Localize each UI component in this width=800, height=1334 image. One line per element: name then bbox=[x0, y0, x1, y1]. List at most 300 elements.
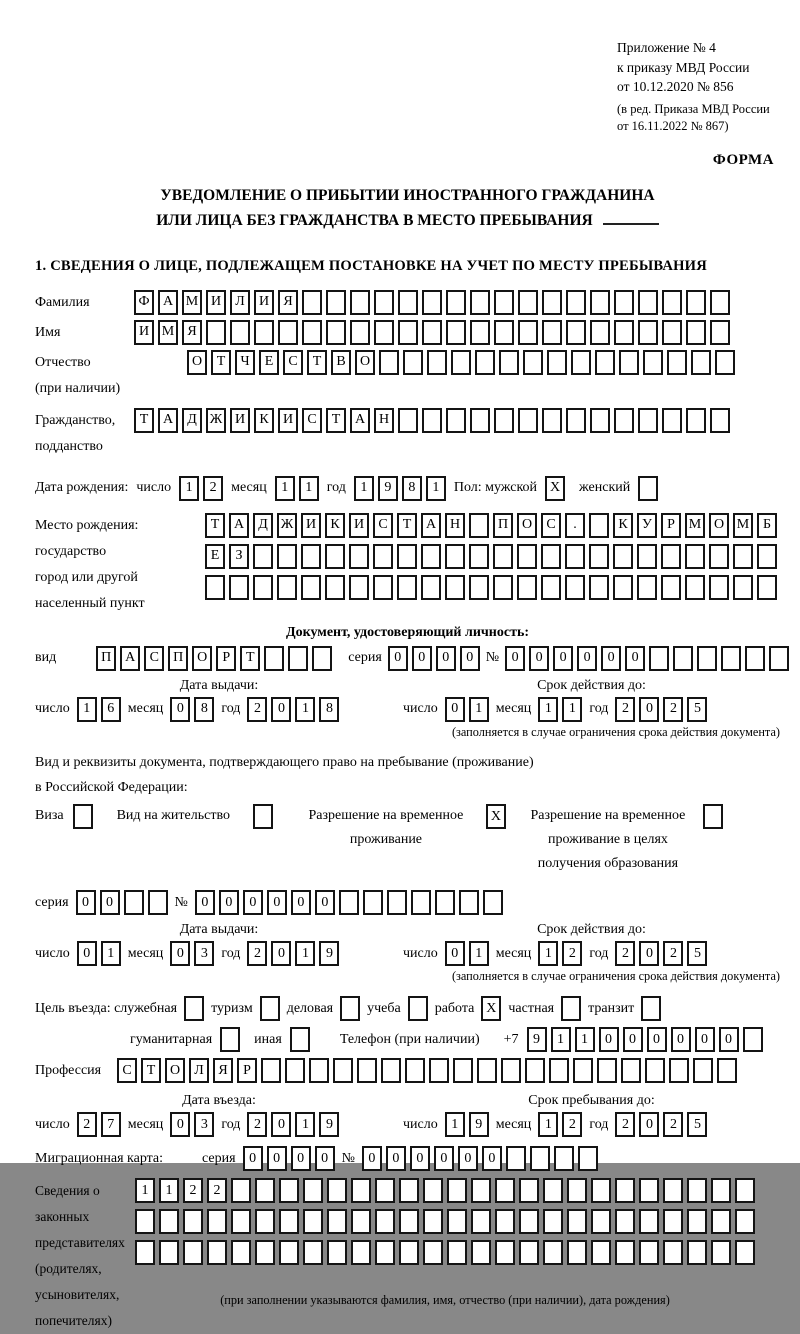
purpose-tourism-checkbox[interactable] bbox=[260, 996, 280, 1021]
char-cell[interactable]: Р bbox=[237, 1058, 257, 1083]
char-cell[interactable]: М bbox=[182, 290, 202, 315]
char-cell[interactable]: 2 bbox=[663, 941, 683, 966]
char-cell[interactable] bbox=[148, 890, 168, 915]
char-cell[interactable]: X bbox=[545, 476, 565, 501]
char-cell[interactable] bbox=[571, 350, 591, 375]
char-cell[interactable]: Я bbox=[278, 290, 298, 315]
char-cell[interactable]: Я bbox=[213, 1058, 233, 1083]
char-cell[interactable] bbox=[591, 1240, 611, 1265]
char-cell[interactable] bbox=[445, 575, 465, 600]
char-cell[interactable] bbox=[590, 290, 610, 315]
char-cell[interactable] bbox=[470, 320, 490, 345]
purpose-transit-checkbox[interactable] bbox=[641, 996, 661, 1021]
char-cell[interactable] bbox=[517, 544, 537, 569]
char-cell[interactable] bbox=[408, 996, 428, 1021]
char-cell[interactable] bbox=[686, 320, 706, 345]
char-cell[interactable]: 2 bbox=[247, 1112, 267, 1137]
char-cell[interactable] bbox=[326, 290, 346, 315]
char-cell[interactable]: И bbox=[254, 290, 274, 315]
char-cell[interactable]: 2 bbox=[247, 941, 267, 966]
char-cell[interactable]: 0 bbox=[599, 1027, 619, 1052]
char-cell[interactable] bbox=[435, 890, 455, 915]
char-cell[interactable] bbox=[255, 1240, 275, 1265]
char-cell[interactable] bbox=[422, 408, 442, 433]
char-cell[interactable] bbox=[397, 575, 417, 600]
char-cell[interactable] bbox=[183, 1240, 203, 1265]
char-cell[interactable]: А bbox=[120, 646, 140, 671]
char-cell[interactable]: Ж bbox=[206, 408, 226, 433]
char-cell[interactable]: 0 bbox=[719, 1027, 739, 1052]
char-cell[interactable] bbox=[525, 1058, 545, 1083]
char-cell[interactable] bbox=[159, 1209, 179, 1234]
char-cell[interactable] bbox=[301, 544, 321, 569]
char-cell[interactable]: 1 bbox=[299, 476, 319, 501]
char-cell[interactable]: В bbox=[331, 350, 351, 375]
char-cell[interactable]: 8 bbox=[319, 697, 339, 722]
char-cell[interactable]: 2 bbox=[615, 697, 635, 722]
char-cell[interactable] bbox=[279, 1209, 299, 1234]
char-cell[interactable] bbox=[589, 575, 609, 600]
char-cell[interactable] bbox=[470, 408, 490, 433]
char-cell[interactable] bbox=[621, 1058, 641, 1083]
char-cell[interactable] bbox=[373, 544, 393, 569]
char-cell[interactable]: 2 bbox=[615, 1112, 635, 1137]
char-cell[interactable] bbox=[231, 1209, 251, 1234]
char-cell[interactable] bbox=[711, 1209, 731, 1234]
char-cell[interactable] bbox=[686, 290, 706, 315]
char-cell[interactable] bbox=[387, 890, 407, 915]
char-cell[interactable]: 0 bbox=[482, 1146, 502, 1171]
char-cell[interactable] bbox=[325, 544, 345, 569]
char-cell[interactable] bbox=[743, 1027, 763, 1052]
char-cell[interactable]: Р bbox=[661, 513, 681, 538]
char-cell[interactable] bbox=[494, 320, 514, 345]
char-cell[interactable] bbox=[220, 1027, 240, 1052]
char-cell[interactable] bbox=[663, 1209, 683, 1234]
char-cell[interactable]: 0 bbox=[553, 646, 573, 671]
char-cell[interactable] bbox=[639, 1240, 659, 1265]
char-cell[interactable]: 1 bbox=[77, 697, 97, 722]
char-cell[interactable] bbox=[519, 1178, 539, 1203]
char-cell[interactable] bbox=[613, 575, 633, 600]
char-cell[interactable]: 1 bbox=[135, 1178, 155, 1203]
char-cell[interactable] bbox=[135, 1240, 155, 1265]
char-cell[interactable]: 0 bbox=[77, 941, 97, 966]
char-cell[interactable] bbox=[566, 290, 586, 315]
char-cell[interactable] bbox=[253, 804, 273, 829]
char-cell[interactable] bbox=[733, 575, 753, 600]
char-cell[interactable] bbox=[614, 320, 634, 345]
char-cell[interactable]: 9 bbox=[469, 1112, 489, 1137]
char-cell[interactable]: К bbox=[325, 513, 345, 538]
char-cell[interactable] bbox=[566, 320, 586, 345]
char-cell[interactable] bbox=[124, 890, 144, 915]
char-cell[interactable]: 7 bbox=[101, 1112, 121, 1137]
char-cell[interactable]: 0 bbox=[388, 646, 408, 671]
char-cell[interactable] bbox=[566, 408, 586, 433]
char-cell[interactable] bbox=[349, 544, 369, 569]
char-cell[interactable] bbox=[549, 1058, 569, 1083]
char-cell[interactable] bbox=[357, 1058, 377, 1083]
char-cell[interactable]: 0 bbox=[315, 1146, 335, 1171]
char-cell[interactable]: 0 bbox=[647, 1027, 667, 1052]
char-cell[interactable] bbox=[501, 1058, 521, 1083]
char-cell[interactable] bbox=[541, 544, 561, 569]
char-cell[interactable]: 0 bbox=[639, 941, 659, 966]
char-cell[interactable] bbox=[205, 575, 225, 600]
char-cell[interactable] bbox=[398, 290, 418, 315]
char-cell[interactable] bbox=[649, 646, 669, 671]
char-cell[interactable]: И bbox=[230, 408, 250, 433]
char-cell[interactable] bbox=[543, 1240, 563, 1265]
char-cell[interactable]: А bbox=[158, 290, 178, 315]
purpose-work-checkbox[interactable] bbox=[481, 996, 501, 1021]
char-cell[interactable] bbox=[619, 350, 639, 375]
char-cell[interactable] bbox=[427, 350, 447, 375]
char-cell[interactable]: 0 bbox=[639, 697, 659, 722]
char-cell[interactable] bbox=[615, 1209, 635, 1234]
char-cell[interactable] bbox=[735, 1240, 755, 1265]
char-cell[interactable] bbox=[673, 646, 693, 671]
char-cell[interactable]: 0 bbox=[195, 890, 215, 915]
char-cell[interactable] bbox=[517, 575, 537, 600]
char-cell[interactable]: И bbox=[301, 513, 321, 538]
char-cell[interactable]: Н bbox=[374, 408, 394, 433]
char-cell[interactable] bbox=[312, 646, 332, 671]
char-cell[interactable] bbox=[590, 408, 610, 433]
char-cell[interactable] bbox=[260, 996, 280, 1021]
char-cell[interactable] bbox=[687, 1240, 707, 1265]
char-cell[interactable] bbox=[745, 646, 765, 671]
char-cell[interactable] bbox=[686, 408, 706, 433]
char-cell[interactable]: Т bbox=[307, 350, 327, 375]
char-cell[interactable]: 8 bbox=[402, 476, 422, 501]
char-cell[interactable]: С bbox=[373, 513, 393, 538]
char-cell[interactable] bbox=[379, 350, 399, 375]
char-cell[interactable] bbox=[429, 1058, 449, 1083]
char-cell[interactable]: 0 bbox=[315, 890, 335, 915]
char-cell[interactable]: 1 bbox=[445, 1112, 465, 1137]
temp-residence-checkbox[interactable] bbox=[486, 804, 506, 829]
char-cell[interactable] bbox=[499, 350, 519, 375]
char-cell[interactable]: У bbox=[637, 513, 657, 538]
char-cell[interactable]: С bbox=[283, 350, 303, 375]
sex-male-checkbox[interactable] bbox=[545, 476, 565, 501]
char-cell[interactable] bbox=[637, 544, 657, 569]
char-cell[interactable] bbox=[638, 476, 658, 501]
char-cell[interactable] bbox=[207, 1209, 227, 1234]
residence-permit-checkbox[interactable] bbox=[253, 804, 273, 829]
char-cell[interactable] bbox=[543, 1178, 563, 1203]
char-cell[interactable] bbox=[477, 1058, 497, 1083]
char-cell[interactable]: М bbox=[158, 320, 178, 345]
char-cell[interactable] bbox=[469, 575, 489, 600]
char-cell[interactable] bbox=[399, 1178, 419, 1203]
char-cell[interactable] bbox=[422, 320, 442, 345]
char-cell[interactable] bbox=[493, 575, 513, 600]
char-cell[interactable] bbox=[494, 290, 514, 315]
char-cell[interactable]: Е bbox=[259, 350, 279, 375]
char-cell[interactable]: 0 bbox=[76, 890, 96, 915]
char-cell[interactable]: 0 bbox=[695, 1027, 715, 1052]
char-cell[interactable] bbox=[447, 1209, 467, 1234]
char-cell[interactable] bbox=[469, 544, 489, 569]
char-cell[interactable]: 0 bbox=[601, 646, 621, 671]
char-cell[interactable]: 3 bbox=[194, 1112, 214, 1137]
char-cell[interactable]: X bbox=[486, 804, 506, 829]
char-cell[interactable] bbox=[614, 290, 634, 315]
char-cell[interactable] bbox=[277, 575, 297, 600]
char-cell[interactable] bbox=[469, 513, 489, 538]
char-cell[interactable]: М bbox=[733, 513, 753, 538]
char-cell[interactable] bbox=[687, 1178, 707, 1203]
char-cell[interactable] bbox=[518, 320, 538, 345]
char-cell[interactable]: 5 bbox=[687, 697, 707, 722]
char-cell[interactable] bbox=[591, 1178, 611, 1203]
char-cell[interactable] bbox=[597, 1058, 617, 1083]
char-cell[interactable] bbox=[451, 350, 471, 375]
char-cell[interactable]: С bbox=[541, 513, 561, 538]
char-cell[interactable]: 9 bbox=[319, 1112, 339, 1137]
char-cell[interactable]: Ч bbox=[235, 350, 255, 375]
char-cell[interactable]: А bbox=[158, 408, 178, 433]
char-cell[interactable]: Ф bbox=[134, 290, 154, 315]
char-cell[interactable] bbox=[573, 1058, 593, 1083]
char-cell[interactable]: Д bbox=[182, 408, 202, 433]
char-cell[interactable] bbox=[254, 320, 274, 345]
char-cell[interactable]: 0 bbox=[577, 646, 597, 671]
char-cell[interactable]: Т bbox=[397, 513, 417, 538]
char-cell[interactable]: 8 bbox=[194, 697, 214, 722]
char-cell[interactable] bbox=[447, 1178, 467, 1203]
char-cell[interactable]: 1 bbox=[179, 476, 199, 501]
char-cell[interactable] bbox=[661, 575, 681, 600]
char-cell[interactable] bbox=[669, 1058, 689, 1083]
char-cell[interactable] bbox=[542, 290, 562, 315]
char-cell[interactable]: Д bbox=[253, 513, 273, 538]
char-cell[interactable] bbox=[327, 1240, 347, 1265]
char-cell[interactable] bbox=[374, 290, 394, 315]
char-cell[interactable] bbox=[662, 290, 682, 315]
char-cell[interactable]: 9 bbox=[378, 476, 398, 501]
char-cell[interactable] bbox=[554, 1146, 574, 1171]
char-cell[interactable] bbox=[710, 408, 730, 433]
sex-female-checkbox[interactable] bbox=[638, 476, 658, 501]
char-cell[interactable] bbox=[277, 544, 297, 569]
char-cell[interactable] bbox=[693, 1058, 713, 1083]
char-cell[interactable] bbox=[373, 575, 393, 600]
char-cell[interactable] bbox=[757, 544, 777, 569]
char-cell[interactable] bbox=[721, 646, 741, 671]
char-cell[interactable] bbox=[303, 1178, 323, 1203]
visa-checkbox[interactable] bbox=[73, 804, 93, 829]
char-cell[interactable]: Л bbox=[230, 290, 250, 315]
purpose-humanitarian-checkbox[interactable] bbox=[220, 1027, 240, 1052]
char-cell[interactable] bbox=[589, 544, 609, 569]
char-cell[interactable] bbox=[399, 1209, 419, 1234]
char-cell[interactable] bbox=[253, 575, 273, 600]
char-cell[interactable]: 1 bbox=[295, 941, 315, 966]
char-cell[interactable]: С bbox=[117, 1058, 137, 1083]
char-cell[interactable]: 1 bbox=[551, 1027, 571, 1052]
char-cell[interactable]: Т bbox=[326, 408, 346, 433]
char-cell[interactable] bbox=[685, 575, 705, 600]
char-cell[interactable]: 0 bbox=[291, 890, 311, 915]
char-cell[interactable] bbox=[422, 290, 442, 315]
char-cell[interactable] bbox=[255, 1209, 275, 1234]
char-cell[interactable] bbox=[288, 646, 308, 671]
char-cell[interactable] bbox=[301, 575, 321, 600]
char-cell[interactable]: 0 bbox=[410, 1146, 430, 1171]
char-cell[interactable]: 0 bbox=[458, 1146, 478, 1171]
char-cell[interactable]: З bbox=[229, 544, 249, 569]
char-cell[interactable] bbox=[363, 890, 383, 915]
char-cell[interactable] bbox=[530, 1146, 550, 1171]
char-cell[interactable]: Т bbox=[134, 408, 154, 433]
char-cell[interactable] bbox=[302, 290, 322, 315]
char-cell[interactable] bbox=[398, 408, 418, 433]
char-cell[interactable] bbox=[453, 1058, 473, 1083]
char-cell[interactable] bbox=[757, 575, 777, 600]
char-cell[interactable]: Т bbox=[141, 1058, 161, 1083]
char-cell[interactable] bbox=[641, 996, 661, 1021]
char-cell[interactable] bbox=[710, 290, 730, 315]
char-cell[interactable] bbox=[643, 350, 663, 375]
char-cell[interactable]: 2 bbox=[77, 1112, 97, 1137]
char-cell[interactable]: О bbox=[517, 513, 537, 538]
char-cell[interactable] bbox=[279, 1178, 299, 1203]
char-cell[interactable] bbox=[375, 1178, 395, 1203]
purpose-other-checkbox[interactable] bbox=[290, 1027, 310, 1052]
char-cell[interactable]: 1 bbox=[354, 476, 374, 501]
char-cell[interactable] bbox=[615, 1240, 635, 1265]
char-cell[interactable] bbox=[326, 320, 346, 345]
char-cell[interactable]: 1 bbox=[426, 476, 446, 501]
char-cell[interactable] bbox=[351, 1209, 371, 1234]
char-cell[interactable]: О bbox=[192, 646, 212, 671]
char-cell[interactable] bbox=[423, 1240, 443, 1265]
char-cell[interactable] bbox=[327, 1178, 347, 1203]
char-cell[interactable]: 0 bbox=[445, 697, 465, 722]
char-cell[interactable] bbox=[769, 646, 789, 671]
char-cell[interactable] bbox=[543, 1209, 563, 1234]
char-cell[interactable]: И bbox=[206, 290, 226, 315]
char-cell[interactable] bbox=[506, 1146, 526, 1171]
char-cell[interactable] bbox=[303, 1240, 323, 1265]
char-cell[interactable]: 2 bbox=[562, 1112, 582, 1137]
char-cell[interactable]: 9 bbox=[527, 1027, 547, 1052]
char-cell[interactable] bbox=[261, 1058, 281, 1083]
char-cell[interactable] bbox=[349, 575, 369, 600]
char-cell[interactable]: 5 bbox=[687, 1112, 707, 1137]
char-cell[interactable]: 0 bbox=[271, 1112, 291, 1137]
char-cell[interactable]: И bbox=[349, 513, 369, 538]
char-cell[interactable]: 0 bbox=[460, 646, 480, 671]
char-cell[interactable]: О bbox=[355, 350, 375, 375]
char-cell[interactable] bbox=[639, 1209, 659, 1234]
char-cell[interactable]: 2 bbox=[247, 697, 267, 722]
char-cell[interactable]: 2 bbox=[203, 476, 223, 501]
char-cell[interactable]: 0 bbox=[386, 1146, 406, 1171]
char-cell[interactable] bbox=[493, 544, 513, 569]
char-cell[interactable]: Н bbox=[445, 513, 465, 538]
char-cell[interactable] bbox=[565, 544, 585, 569]
char-cell[interactable] bbox=[638, 290, 658, 315]
char-cell[interactable] bbox=[309, 1058, 329, 1083]
char-cell[interactable]: 0 bbox=[412, 646, 432, 671]
char-cell[interactable]: И bbox=[134, 320, 154, 345]
purpose-private-checkbox[interactable] bbox=[561, 996, 581, 1021]
char-cell[interactable] bbox=[471, 1209, 491, 1234]
char-cell[interactable] bbox=[333, 1058, 353, 1083]
char-cell[interactable]: 1 bbox=[101, 941, 121, 966]
char-cell[interactable] bbox=[399, 1240, 419, 1265]
char-cell[interactable] bbox=[697, 646, 717, 671]
char-cell[interactable] bbox=[662, 408, 682, 433]
char-cell[interactable] bbox=[663, 1240, 683, 1265]
char-cell[interactable] bbox=[709, 575, 729, 600]
char-cell[interactable] bbox=[495, 1209, 515, 1234]
char-cell[interactable] bbox=[230, 320, 250, 345]
char-cell[interactable]: 2 bbox=[615, 941, 635, 966]
char-cell[interactable] bbox=[715, 350, 735, 375]
char-cell[interactable] bbox=[184, 996, 204, 1021]
char-cell[interactable] bbox=[411, 890, 431, 915]
char-cell[interactable] bbox=[518, 408, 538, 433]
char-cell[interactable]: О bbox=[187, 350, 207, 375]
char-cell[interactable]: 0 bbox=[170, 1112, 190, 1137]
char-cell[interactable]: 0 bbox=[625, 646, 645, 671]
char-cell[interactable]: П bbox=[168, 646, 188, 671]
char-cell[interactable]: 0 bbox=[505, 646, 525, 671]
char-cell[interactable]: 1 bbox=[295, 697, 315, 722]
char-cell[interactable] bbox=[711, 1178, 731, 1203]
char-cell[interactable] bbox=[717, 1058, 737, 1083]
char-cell[interactable] bbox=[381, 1058, 401, 1083]
char-cell[interactable] bbox=[423, 1209, 443, 1234]
char-cell[interactable] bbox=[327, 1209, 347, 1234]
char-cell[interactable]: С bbox=[302, 408, 322, 433]
purpose-delo-checkbox[interactable] bbox=[340, 996, 360, 1021]
char-cell[interactable] bbox=[183, 1209, 203, 1234]
char-cell[interactable]: 1 bbox=[295, 1112, 315, 1137]
char-cell[interactable]: 0 bbox=[243, 890, 263, 915]
char-cell[interactable] bbox=[561, 996, 581, 1021]
char-cell[interactable] bbox=[340, 996, 360, 1021]
char-cell[interactable] bbox=[523, 350, 543, 375]
char-cell[interactable] bbox=[687, 1209, 707, 1234]
char-cell[interactable] bbox=[691, 350, 711, 375]
char-cell[interactable]: 0 bbox=[529, 646, 549, 671]
char-cell[interactable] bbox=[253, 544, 273, 569]
char-cell[interactable] bbox=[403, 350, 423, 375]
char-cell[interactable]: 0 bbox=[267, 1146, 287, 1171]
char-cell[interactable]: 0 bbox=[100, 890, 120, 915]
char-cell[interactable]: Л bbox=[189, 1058, 209, 1083]
char-cell[interactable] bbox=[339, 890, 359, 915]
char-cell[interactable] bbox=[278, 320, 298, 345]
char-cell[interactable] bbox=[73, 804, 93, 829]
char-cell[interactable] bbox=[495, 1240, 515, 1265]
purpose-business-checkbox[interactable] bbox=[184, 996, 204, 1021]
char-cell[interactable] bbox=[398, 320, 418, 345]
char-cell[interactable] bbox=[229, 575, 249, 600]
char-cell[interactable] bbox=[350, 290, 370, 315]
char-cell[interactable] bbox=[541, 575, 561, 600]
char-cell[interactable]: С bbox=[144, 646, 164, 671]
char-cell[interactable]: Я bbox=[182, 320, 202, 345]
char-cell[interactable] bbox=[567, 1178, 587, 1203]
